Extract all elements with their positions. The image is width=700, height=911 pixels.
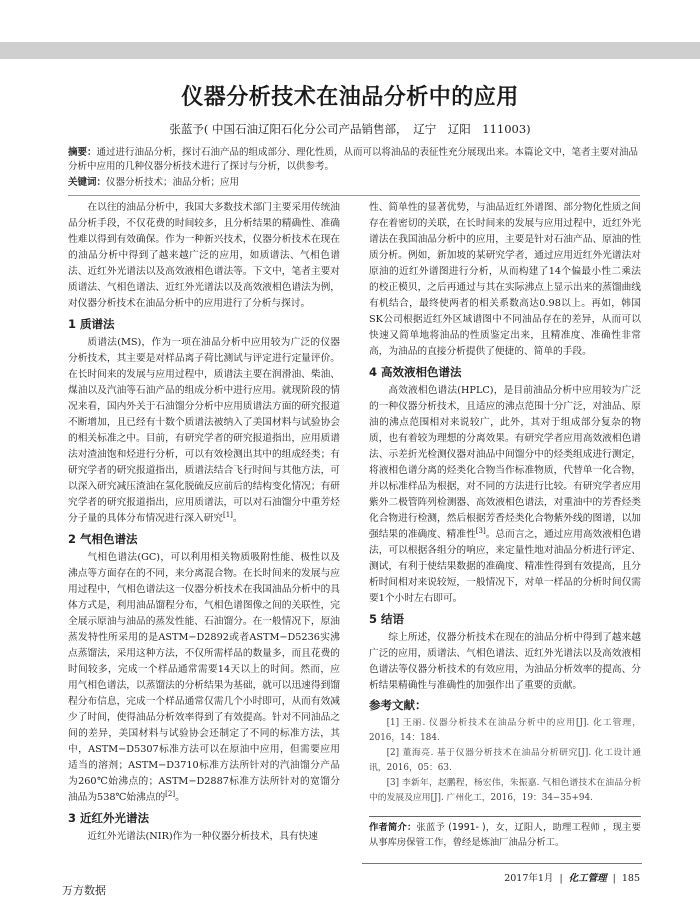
section-2-heading: 2 气相色谱法: [68, 532, 138, 546]
wanfang-watermark: 万方数据: [62, 884, 106, 897]
issue-date: 2017年1月: [504, 873, 554, 884]
section-1-paragraph: 质谱法(MS)，作为一项在油品分析中应用较为广泛的仪器分析技术，其主要是对样品离子荷比测试与评定进行定量评价。在长时间来的发展与应用过程中，质谱法主要在润滑油、柴油、煤油以及汽油等石油产品的组成分析中进行应用。就现阶段的情况来看，国内外关于石油馏分分析中应用质谱法方面的研究报道不断增加，且已经有十数个质谱法被纳入了美国材料与试验协会的相关标准之中。目前，有研究学者的研究报道指出，应用质谱法对渣油饱和烃进行分析，可以有效检测出其中的组成经类；有研究学者的研究报道指出，质谱法结合飞行时间与其他方法，可以深入研究减压渣油在氢化脱硫反应前后的结构变化情况；有研究学者的研究报道指出，应用质谱法，可以对石油馏分中重芳烃分子量的具体分布情况进行深入研究[1]。: [68, 337, 340, 524]
intro-paragraph: 在以往的油品分析中，我国大多数技术部门主要采用传统油品分析手段，不仅花费的时间较多，且分析结果的精确性、准确性难以得到有效确保。作为一种新兴技术，仪器分析技术在现在的油品分析中得到了越来越广泛的应用，如质谱法、气相色谱法、近红外光谱法以及高效液相色谱法等。下文中，笔者主要对质谱法、气相色谱法、近红外光谱法以及高效液相色谱法为例，对仪器分析技术在油品分析中的应用进行了分析与探讨。: [68, 202, 340, 309]
right-column: [369, 200, 641, 850]
top-gray-band: [0, 42, 700, 59]
author-affiliation: 张蓝予( 中国石油辽阳石化分公司产品销售部， 辽宁 辽阳 111003): [169, 122, 531, 136]
author-bio: [369, 816, 641, 850]
author-bio-text: 张蓝予 (1991- )，女，辽阳人，助理工程师 ，现主要从事库房保管工作，曾经是炼油厂油品分析工。: [369, 822, 641, 848]
paper-title: 仪器分析技术在油品分析中的应用: [181, 85, 519, 110]
abstract-label: 摘要：: [68, 147, 97, 158]
journal-name: 化工管理: [568, 873, 607, 884]
section-5-paragraph: 综上所述，仪器分析技术在现在的油品分析中得到了越来越广泛的应用，质谱法、气相色谱法、近红外光谱法以及高效液相色谱法等仪器分析技术的有效应用，为油品分析效率的提高、分析结果精确性与准确性的加强作出了重要的贡献。: [369, 632, 641, 691]
reference-item: [1] 王丽. 仪器分析技术在油品分析中的应用[J]. 化工管理，2016，14：184.: [369, 718, 641, 743]
section-5-heading: 5 结语: [369, 612, 405, 626]
citation-2: [2]: [165, 789, 176, 798]
references-heading: 参考文献：: [369, 698, 427, 712]
keywords-label: 关键词：: [68, 177, 107, 188]
section-1-heading: 1 质谱法: [68, 317, 115, 331]
page-footer: 2017年1月 | 化工管理 | 185: [504, 873, 640, 884]
section-3-paragraph-start: 近红外光谱法(NIR)作为一种仪器分析技术，具有快速: [87, 831, 318, 842]
footer-divider: [362, 863, 642, 864]
abstract: [68, 146, 640, 174]
section-3-paragraph-continued: 性、简单性的显著优势，与油品近红外谱图、部分物化性质之间存在着密切的关联，在长时间来的发展与应用过程中，近红外光谱法在我国油品分析中的应用，主要是针对石油产品、原油的性质分析。例如，新加坡的某研究学者，通过应用近红外光谱法对原油的近红外谱图进行分析，从而构建了14个偏最小性二乘法的校正模贝，之后再通过与其在实际沸点上显示出来的蒸馏曲线有机结合，最终使两者的相关系数高达0.98以上。再如，韩国SK公司根据近红外区域谱图中不同油品存在的差异，从而可以快速又简单地将油品的性质鉴定出来，且精准度、准确性非常高，为油品的直接分析提供了便捷的、简单的手段。: [369, 202, 641, 357]
author-bio-label: 作者简介：: [369, 822, 417, 833]
citation-3: [3]: [475, 526, 486, 535]
reference-item: [2] 董海亮. 基于仪器分析技术在油品分析研究[J]. 化工设计通讯，2016，05：63.: [369, 748, 641, 773]
section-4-paragraph: 高效液相色谱法(HPLC)，是目前油品分析中应用较为广泛的一种仪器分析技术，且适应的沸点范围十分广泛，对油品、原油的沸点范围相对来说较广，此外，其对于组成部分复杂的物质，也有着较为理想的分离效果。有研究学者应用高效液相色谱法、示差折光检测仪器对油品中间馏分中的烃类组成进行测定，将液相色谱分离的烃类化合物当作标准物质，代替单一化合物，并以标准样品为根据，对不同的方法进行比较。有研究学者应用紫外二极管阵列检测器、高效液相色谱法，对重油中的芳香烃类化合物进行检测，然后根据芳香烃类化合物紫外线的图谱，以加强结果的准确度、精准性[3]。总而言之，通过应用高效液相色谱法，可以根据各组分的响应，来定量性地对油品分析进行评定、测试，有利于使结果数据的准确度、精准性得到有效提高，且分析时间相对来说较短，一般情况下，对单一样品的分析时间仅需要1个小时左右即可。: [369, 385, 642, 604]
left-column: [68, 200, 340, 845]
reference-item: [3] 李新年，赵鹏程，杨宏伟，朱振嘉. 气相色谱技术在油品分析中的发展及应用[J]. 广州化工，2016，19：34−35+94.: [369, 778, 641, 803]
page-number: 185: [621, 873, 640, 884]
section-4-heading: 4 高效液相色谱法: [369, 365, 462, 379]
keywords-text: 仪器分析技术；油品分析；应用: [106, 177, 240, 188]
header-divider: [68, 195, 640, 196]
abstract-text: 通过进行油品分析，探讨石油产品的组成部分、理化性质，从而可以将油品的表征性充分展现出来。本篇论文中，笔者主要对油品分析中应用的几种仪器分析技术进行了探讨与分析，以供参考。: [68, 147, 639, 172]
citation-1: [1]: [223, 510, 233, 519]
section-2-paragraph: 气相色谱法(GC)，可以利用相关物质吸附性能、极性以及沸点等方面存在的不同，来分离混合物。在长时间来的发展与应用过程中，气相色谱法这一仪器分析技术在我国油品分析中的具体方式是，利用油品馏程分布，气相色谱图像之间的关联性，完全展示原油与油品的蒸发性能、石油馏分。在一般情况下，原油蒸发特性所采用的是ASTM−D2892或者ASTM−D5236实沸点蒸馏法，采用这种方法，不仅所需样品的数量多，而且花费的时间较多，完成一个样品通常需要14天以上的时间。然而，应用气相色谱法，以蒸馏法的分析结果为基础，就可以迅速得到馏程分布信息，完成一个样品通常仅需几个小时即可，从而有效减少了时间，使得油品分析效率得到了有效提高。针对不同油品之间的差异，美国材料与试验协会还制定了不同的标准方法，其中，ASTM−D5307标准方法可以在原油中应用，但需要应用适当的溶剂；ASTM−D3710标准方法所针对的汽油馏分产品为260℃始沸点的；ASTM−D2887标准方法所针对的宽馏分油品为538℃始沸点的[2]。: [68, 552, 340, 803]
section-3-heading: 3 近红外光谱法: [68, 811, 150, 825]
keywords: [68, 176, 640, 190]
